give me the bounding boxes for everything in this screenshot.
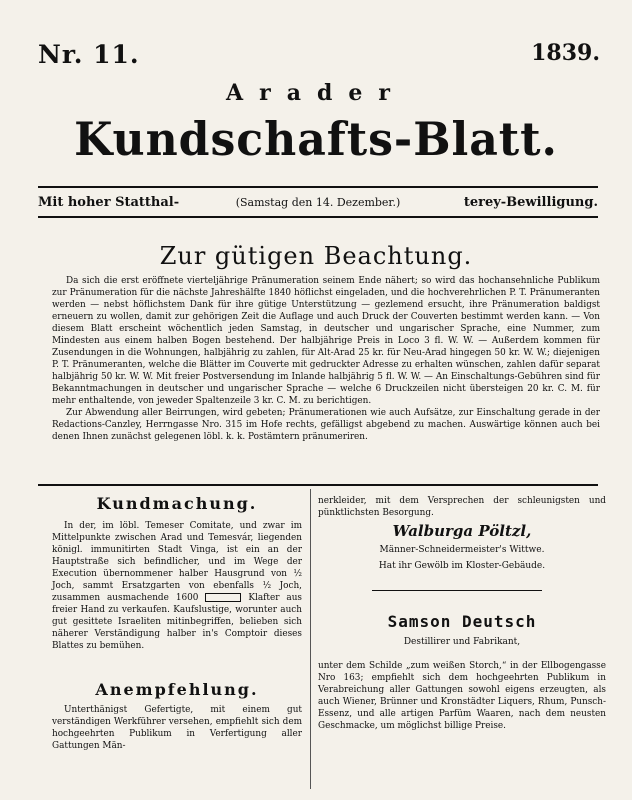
notice-title: Zur gütigen Beachtung.: [159, 242, 473, 270]
notice-paragraph: Da sich die erst eröffnete vierteljährige Pränumeration seinem Ende nähert; so wird das hochansehnliche Publikum zur Pränumeration für die nächste Jahreshälfte 1840 höflichst eingeladen, und die hochverehrlichen P. T. Pränumeranten werden — nebst höflichstem Dank für ihre gütige Unterstützung — gezlemend ersucht, ihre Pränumeration baldigst erneuern zu wollen, damit zur gehörigen Zeit die Auflage und auch Druck der Couverten bestimmt werden kann. — Von diesem Blatt erscheint wöchentlich jeden Samstag, in deutscher und ungarischer Sprache, eine Nummer, zum Mindesten aus einem halben Bogen bestehend. Der halbjährige Preis in Loco 3 fl. W. W. — Außerdem kommen für Zusendungen in die Wohnungen, halbjährig zu zahlen, für Alt-Arad 25 kr. für Neu-Arad hingegen 50 kr. W. W.; diejenigen P. T. Pränumeranten, welche die Blätter im Couverte mit gedruckter Adresse zu erhalten wünschen, zahlen dafür separat halbjährig 50 kr. W. W. Mit freier Postversendung im Inlande halbjährig 5 fl. W. W. — An Einschaltungs-Gebühren sind für Bekanntmachungen in deutscher und ungarischer Sprache — welche 6 Druckzeilen nicht übersteigen 20 kr. C. M. für mehr enthaltende, von jeweder Spaltenzeile 3 kr. C. M. zu berichtigen.: [52, 276, 600, 406]
masthead-city: Arader: [226, 80, 406, 106]
tailor-address: Hat ihr Gewölb im Kloster-Gebäude.: [378, 561, 546, 571]
anempfehlung-text: [52, 704, 302, 752]
privilege-left: Mit hoher Statthal-: [38, 195, 180, 210]
kundmachung-heading: Kundmachung.: [96, 494, 258, 513]
kundmachung-text-part-2: Klafter aus freier Hand zu verkaufen. Kaufslustige, worunter auch gut gesittete Israeliten mitinbegriffen, belieben sich näherer Verständigung halber in's Comptoir dieses Blattes zu bemühen.: [52, 593, 302, 651]
blank-box-icon: [205, 593, 241, 602]
issue-year: 1839.: [531, 40, 600, 66]
tailor-title: Männer-Schneidermeister's Wittwe.: [379, 545, 545, 555]
tailor-continuation-text: nerkleider, mit dem Versprechen der schleunigsten und pünktlichsten Besorgung.: [318, 496, 606, 518]
masthead-title: Kundschafts-Blatt.: [74, 112, 558, 166]
column-separator-rule: [372, 590, 542, 591]
issue-date: (Samstag den 14. Dezember.): [235, 196, 401, 209]
masthead-rule-top: [38, 186, 598, 188]
kundmachung-text-part-1: In der, im löbl. Temeser Comitate, und zwar im Mittelpunkte zwischen Arad und Temesvár, liegenden königl. immunitirten Stadt Vinga, ist ein an der Hauptstraße sich befindlicher, und im Wege der Execution übernommener halber Hausgrund von ½ Joch, sammt Ersatzgarten von ebenfalls ½ Joch, zusammen ausmachende 1600: [52, 521, 302, 603]
distiller-role: Destillirer und Fabrikant,: [403, 637, 521, 647]
privilege-right: terey-Bewilligung.: [463, 195, 598, 210]
anempfehlung-heading: Anempfehlung.: [95, 680, 259, 699]
notice-paragraph: Zur Abwendung aller Beirrungen, wird gebeten; Pränumerationen wie auch Aufsätze, zur Einschaltung gerade in der Redactions-Canzley, Herrngasse Nro. 315 im Hofe rechts, gefälligst abgebend zu machen. Auswärtige können auch bei denen Ihnen zunächst gelegenen löbl. k. k. Postämtern pränumeriren.: [52, 408, 600, 442]
anempfehlung-paragraph: Unterthänigst Gefertigte, mit einem gut verständigen Werkführer versehen, empfiehlt sich dem hochgeehrten Publikum in Verfertigung aller Gattungen Män-: [52, 705, 302, 751]
distiller-paragraph: unter dem Schilde „zum weißen Storch,“ in der Ellbogengasse Nro 163; empfiehlt sich dem hochgeehrten Publikum in Verabreichung aller Gattungen sowohl eigens erzeugten, als auch Wiener, Brünner und Kronstädter Liquers, Rhum, Punsch-Essenz, und alle artigen Parfüm Waaren, nach dem neusten Geschmacke, um möglichst billige Preise.: [318, 661, 606, 731]
column-divider: [310, 489, 311, 789]
tailor-continuation: [318, 495, 606, 519]
issue-number: Nr. 11.: [38, 40, 140, 69]
distiller-name: Samson Deutsch: [387, 612, 537, 631]
section-rule: [38, 484, 598, 486]
kundmachung-text: [52, 520, 302, 652]
tailor-signature: Walburga Pöltzl,: [392, 522, 532, 540]
masthead-rule-bottom: [38, 216, 598, 218]
distiller-text: [318, 660, 606, 732]
notice-body: [52, 275, 600, 443]
